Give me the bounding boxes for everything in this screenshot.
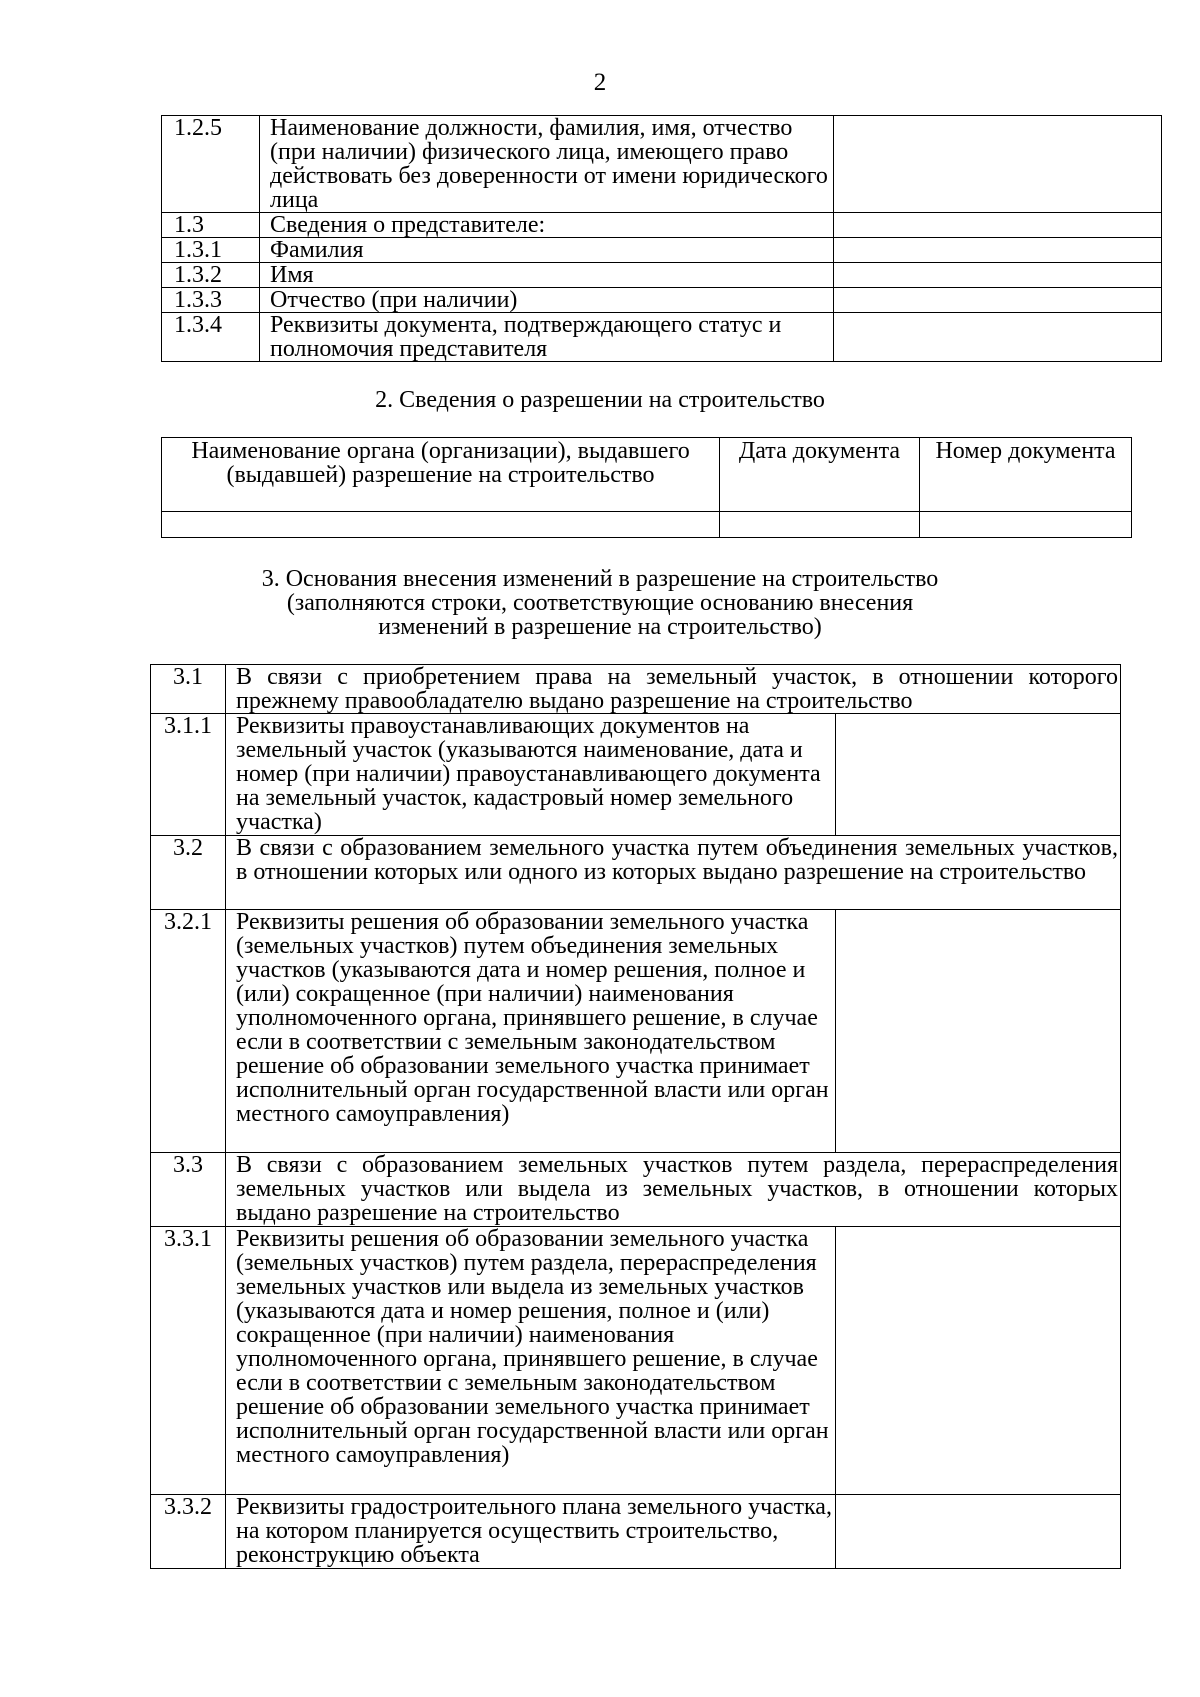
row-number: 1.3.3 [162,288,260,313]
row-text: Реквизиты градостроительного плана земельного участка, на котором планируется осуществить строительство, реконструкцию объекта [226,1495,836,1569]
value-cell[interactable] [836,1495,1121,1569]
table-row [151,910,1121,1153]
row-number: 3.2.1 [151,910,226,1153]
row-number: 3.3.1 [151,1227,226,1495]
value-cell[interactable] [834,288,1162,313]
permit-info-table [161,437,1132,538]
row-number: 3.1 [151,665,226,714]
row-number: 1.3.4 [162,313,260,362]
column-header-date: Дата документа [720,438,920,512]
row-number: 3.3 [151,1153,226,1227]
row-text: Реквизиты правоустанавливающих документов на земельный участок (указываются наименование, дата и номер (при наличии) правоустанавливающего документа на земельный участок, кадастровый номер земельного участка) [226,714,836,836]
row-label: Сведения о представителе: [260,213,834,238]
page-number: 2 [593,69,607,96]
table-row [151,1153,1121,1227]
section-3-subheading: изменений в разрешение на строительство) [378,614,822,640]
row-number: 3.1.1 [151,714,226,836]
row-number: 1.3.1 [162,238,260,263]
table-row [162,238,1162,263]
row-label: Имя [260,263,834,288]
value-cell[interactable] [834,313,1162,362]
value-cell[interactable] [836,910,1121,1153]
table-row [151,836,1121,910]
number-cell[interactable] [920,512,1132,538]
value-cell[interactable] [834,263,1162,288]
section-3-subheading: (заполняются строки, соответствующие основанию внесения [286,590,914,616]
table-row [162,263,1162,288]
row-text: Реквизиты решения об образовании земельного участка (земельных участков) путем объединения земельных участков (указываются дата и номер решения, полное и (или) сокращенное (при наличии) наименования уполномоченного органа, принявшего решение, в случае если в соответствии с земельным законодательством решение об образовании земельного участка принимает исполнительный орган государственной власти или орган местного самоуправления) [226,910,836,1153]
row-label: Отчество (при наличии) [260,288,834,313]
table-row [162,116,1162,213]
row-label: Фамилия [260,238,834,263]
table-row [162,213,1162,238]
value-cell[interactable] [836,1227,1121,1495]
column-header-number: Номер документа [920,438,1132,512]
row-label: Реквизиты документа, подтверждающего статус и полномочия представителя [260,313,834,362]
row-number: 3.2 [151,836,226,910]
row-number: 3.3.2 [151,1495,226,1569]
row-number: 1.2.5 [162,116,260,213]
table-row [162,313,1162,362]
table-header-row [162,438,1132,512]
grounds-table [150,664,1121,1569]
value-cell[interactable] [834,213,1162,238]
row-text: В связи с приобретением права на земельный участок, в отношении которого прежнему правообладателю выдано разрешение на строительство [226,665,1121,714]
table-row [151,1495,1121,1569]
value-cell[interactable] [834,238,1162,263]
table-row [151,665,1121,714]
row-text: Реквизиты решения об образовании земельного участка (земельных участков) путем раздела, перераспределения земельных участков или выдела из земельных участков (указываются дата и номер решения, полное и (или) сокращенное (при наличии) наименования уполномоченного органа, принявшего решение, в случае если в соответствии с земельным законодательством решение об образовании земельного участка принимает исполнительный орган государственной власти или орган местного самоуправления) [226,1227,836,1495]
row-text: В связи с образованием земельного участка путем объединения земельных участков, в отношении которых или одного из которых выдано разрешение на строительство [226,836,1121,910]
column-header-organ: Наименование органа (организации), выдавшего (выдавшей) разрешение на строительство [162,438,720,512]
table-row [151,1227,1121,1495]
table-row [151,714,1121,836]
value-cell[interactable] [834,116,1162,213]
row-label: Наименование должности, фамилия, имя, отчество (при наличии) физического лица, имеющего право действовать без доверенности от имени юридического лица [260,116,834,213]
table-row [162,288,1162,313]
date-cell[interactable] [720,512,920,538]
row-number: 1.3.2 [162,263,260,288]
row-text: В связи с образованием земельных участков путем раздела, перераспределения земельных участков или выдела из земельных участков, в отношении которых выдано разрешение на строительство [226,1153,1121,1227]
table-row [162,512,1132,538]
section-2-heading: 2. Сведения о разрешении на строительство [375,387,825,413]
organ-cell[interactable] [162,512,720,538]
value-cell[interactable] [836,714,1121,836]
section-3-heading: 3. Основания внесения изменений в разрешение на строительство [261,566,939,592]
applicant-info-table [161,115,1162,362]
row-number: 1.3 [162,213,260,238]
